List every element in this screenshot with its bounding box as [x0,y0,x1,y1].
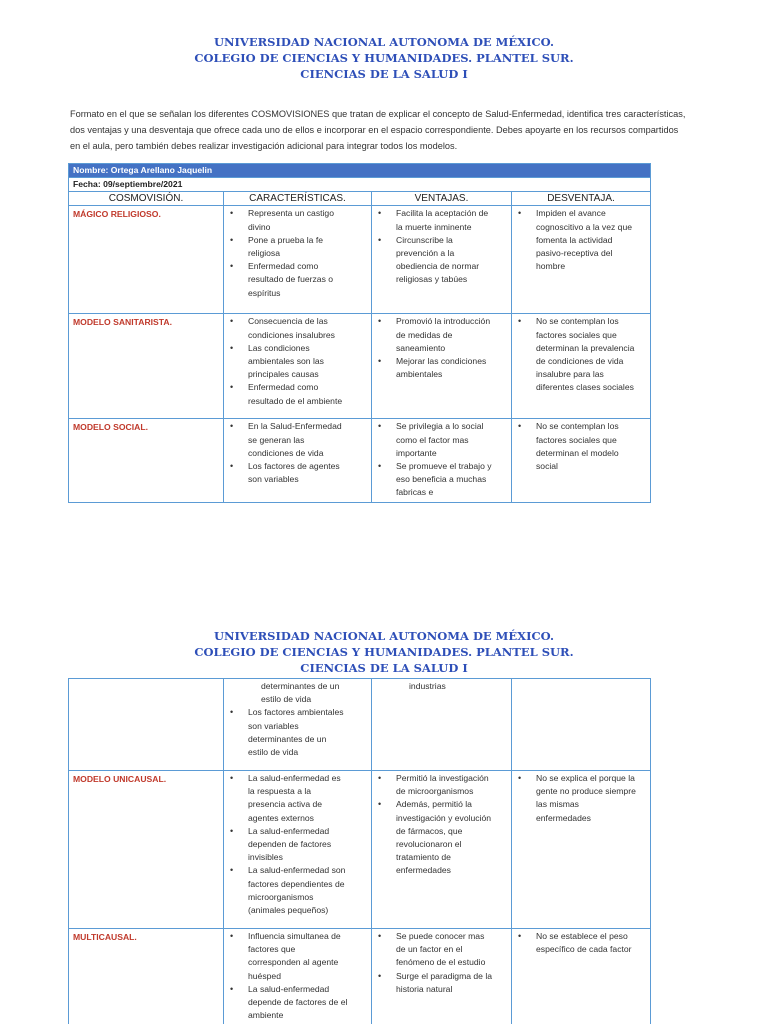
advantages-cell [372,314,512,419]
list-item: • Además, permitió la investigación y evolución de fármacos, que revolucionaron el tratamiento de enfermedades [396,798,496,877]
continued-text: determinantes de un estilo de vida [261,681,340,705]
list-item: • Los factores ambientales son variables determinantes de un estilo de vida [248,706,348,759]
characteristics-cell [224,419,372,502]
list-item: • Permitió la investigación de microorganismos [396,772,496,798]
list-item: • La salud-enfermedad dependen de factores invisibles [248,825,348,865]
list-item: • Facilita la aceptación de la muerte inminente [396,207,496,233]
header-subject: CIENCIAS DE LA SALUD I [300,67,468,81]
list-item: • La salud-enfermedad son factores dependientes de microorganismos (animales pequeños) [248,864,348,917]
list-item: • La salud-enfermedad es la respuesta a la presencia activa de agentes externos [248,772,348,825]
date: Fecha: 09/septiembre/2021 [69,178,651,192]
student-name: Nombre: Ortega Arellano Jaquelin [69,164,651,178]
header-university: UNIVERSIDAD NACIONAL AUTONOMA DE MÉXICO. [214,629,554,643]
disadvantage-cell [512,929,651,1024]
list-item: • Promovió la introducción de medidas de saneamiento [396,315,496,355]
list-item: • Surge el paradigma de la historia natural [396,970,496,996]
document-header [0,628,768,676]
continued-text: industrias [409,681,446,691]
disadvantage-cell [512,771,651,929]
list-item: • Enfermedad como resultado de el ambiente [248,381,348,407]
col-header-ventajas: VENTAJAS. [372,192,512,206]
col-header-caracteristicas: CARACTERÍSTICAS. [224,192,372,206]
model-name: MODELO SOCIAL. [69,419,224,502]
characteristics-cell [224,679,372,771]
date-row [69,178,651,192]
list-item: • No se contemplan los factores sociales que determinan el modelo social [536,420,636,473]
characteristics-cell [224,314,372,419]
instructions-paragraph: Formato en el que se señalan los diferentes COSMOVISIONES que tratan de explicar el concepto de Salud-Enfermedad, identifica tres características, dos ventajas y una desventaja que ofrece cada uno de ellos e incorporar en el espacio correspondiente. Debes apoyarte en los recursos compartidos en el aula, pero también debes realizar investigación adicional para integrar todos los modelos. [70,109,686,151]
model-name: MÁGICO RELIGIOSO. [69,206,224,314]
list-item: • Las condiciones ambientales son las principales causas [248,342,348,382]
model-name: MULTICAUSAL. [69,929,224,1024]
list-item: • Enfermedad como resultado de fuerzas o espíritus [248,260,348,300]
characteristics-cell [224,929,372,1024]
header-college: COLEGIO DE CIENCIAS Y HUMANIDADES. PLANTEL SUR. [194,51,574,65]
list-item: • Mejorar las condiciones ambientales [396,355,496,381]
disadvantage-cell [512,419,651,502]
table-row [69,314,651,419]
list-item: • Los factores de agentes son variables [248,460,348,486]
list-item: • Impiden el avance cognoscitivo a la vez que fomenta la actividad pasivo-receptiva del hombre [536,207,636,273]
list-item: • La salud-enfermedad depende de factores de el ambiente [248,983,348,1023]
list-item: • Se puede conocer mas de un factor en el fenómeno de el estudio [396,930,496,970]
model-name: MODELO UNICAUSAL. [69,771,224,929]
list-item: • En la Salud-Enfermedad se generan las condiciones de vida [248,420,348,460]
list-item: • Influencia simultanea de factores que corresponden al agente huésped [248,930,348,983]
col-header-cosmovision: COSMOVISIÓN. [69,192,224,206]
document-header [0,34,768,82]
list-item: • Circunscribe la prevención a la obediencia de normar religiosas y tabúes [396,234,496,287]
characteristics-cell [224,206,372,314]
table-row [69,771,651,929]
table-row [69,419,651,502]
cosmovision-table [68,163,651,503]
characteristics-cell [224,771,372,929]
col-header-desventaja: DESVENTAJA. [512,192,651,206]
advantages-cell [372,771,512,929]
header-subject: CIENCIAS DE LA SALUD I [300,661,468,675]
list-item: • Se privilegia a lo social como el factor mas importante [396,420,496,460]
list-item: • No se explica el porque la gente no produce siempre las mismas enfermedades [536,772,636,825]
advantages-cell [372,419,512,502]
table-row [69,679,651,771]
advantages-cell [372,929,512,1024]
advantages-cell [372,206,512,314]
table-header-row [69,192,651,206]
advantages-cell [372,679,512,771]
list-item: • No se establece el peso específico de cada factor [536,930,636,956]
list-item: • Pone a prueba la fe religiosa [248,234,348,260]
student-name-row [69,164,651,178]
list-item: • Se promueve el trabajo y eso beneficia a muchas fabricas e [396,460,496,500]
cosmovision-table-continued [68,678,651,1024]
header-university: UNIVERSIDAD NACIONAL AUTONOMA DE MÉXICO. [214,35,554,49]
disadvantage-cell [512,206,651,314]
header-college: COLEGIO DE CIENCIAS Y HUMANIDADES. PLANTEL SUR. [194,645,574,659]
list-item: • Representa un castigo divino [248,207,348,233]
table-row [69,929,651,1024]
document-page-2 [0,580,768,1024]
list-item: • No se contemplan los factores sociales que determinan la prevalencia de condiciones de vida insalubre para las diferentes clases sociales [536,315,636,394]
list-item: • Consecuencia de las condiciones insalubres [248,315,348,341]
model-name: MODELO SANITARISTA. [69,314,224,419]
disadvantage-cell [512,314,651,419]
table-row [69,206,651,314]
